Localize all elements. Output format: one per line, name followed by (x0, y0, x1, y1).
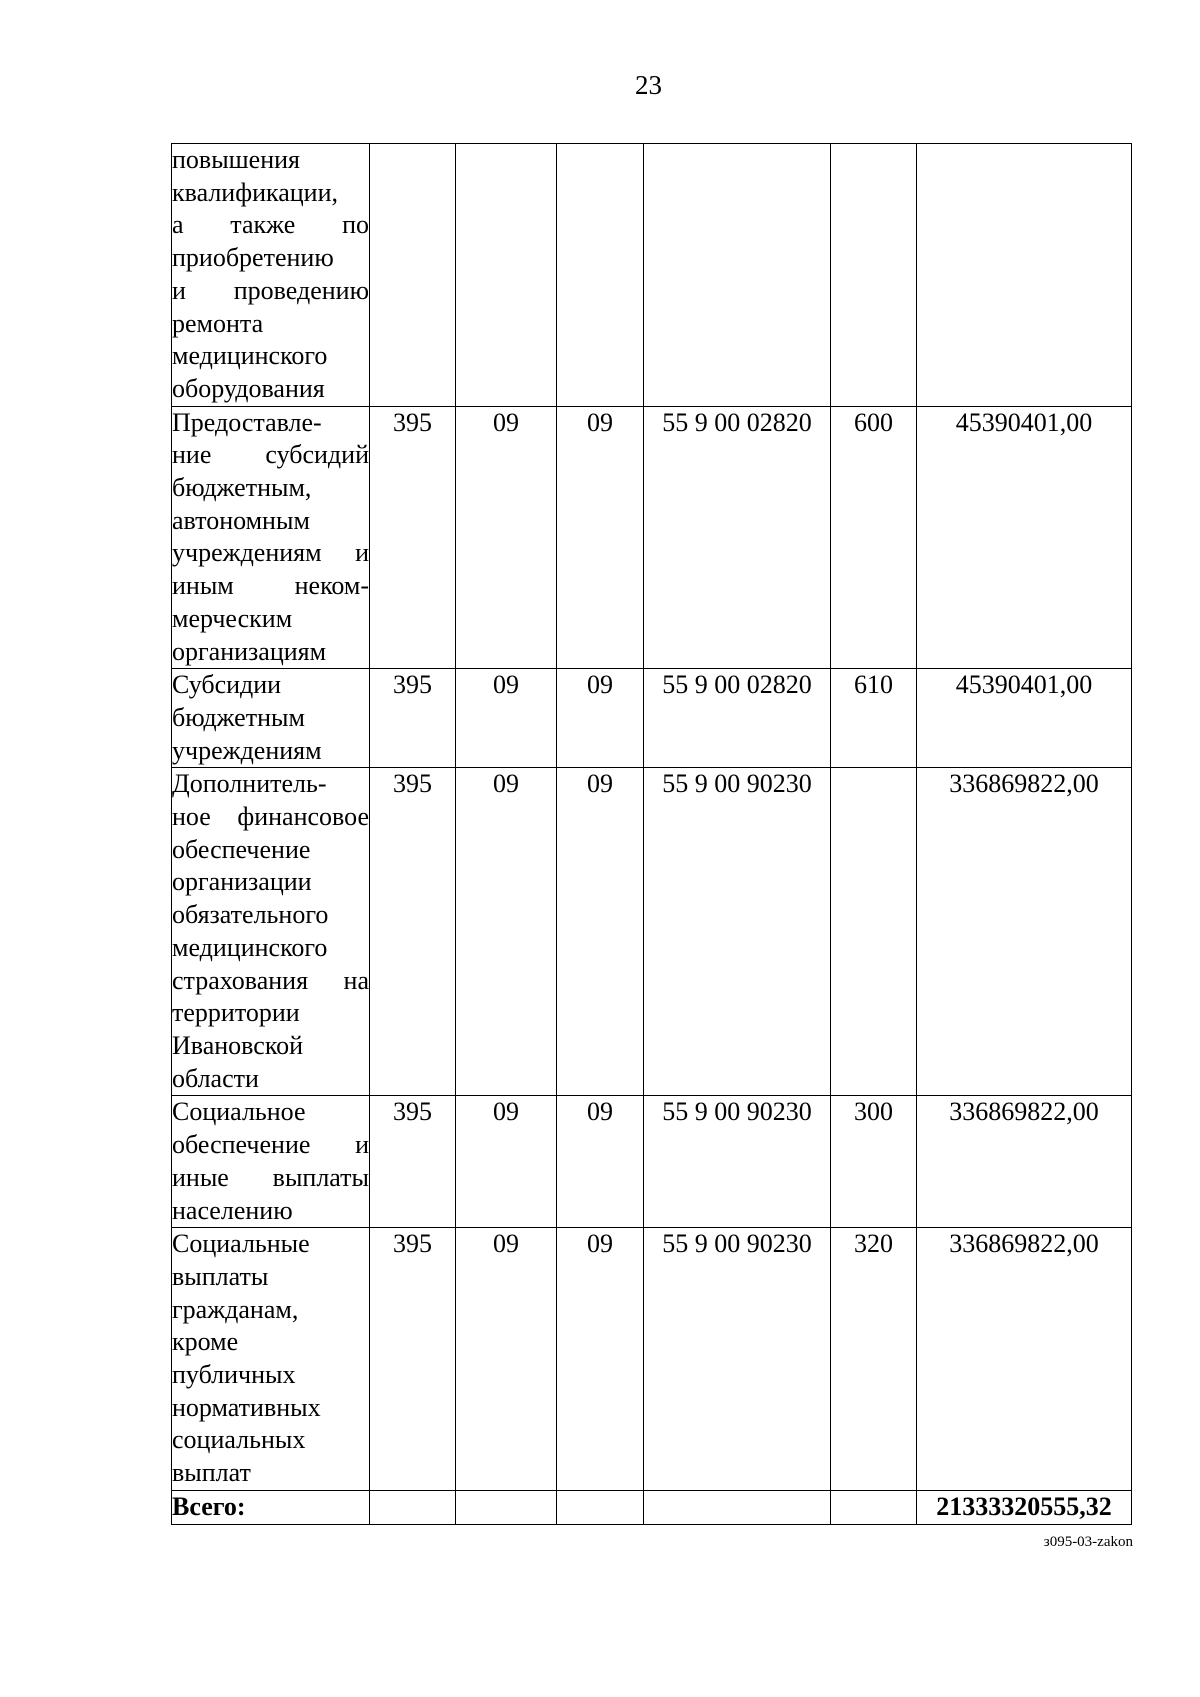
budget-table-body (172, 144, 1132, 1525)
cell-amount: 45390401,00 (917, 406, 1132, 669)
item-name-line: приобретению (172, 243, 334, 273)
item-name-line: повышения (172, 145, 301, 174)
item-name-line: ние субсидий (172, 440, 369, 470)
item-name-line: обеспечение (172, 834, 311, 864)
cell-expense-type (831, 144, 917, 407)
budget-table (171, 143, 1132, 1525)
item-name-line: ремонта (172, 308, 264, 338)
cell-admin-code: 395 (370, 768, 456, 1096)
item-name-line: публичных (172, 1360, 296, 1390)
item-name-line: оборудования (172, 373, 325, 403)
item-name-line: учреждениям (172, 735, 322, 765)
cell-item-name (172, 1228, 370, 1491)
table-row (172, 406, 1132, 669)
total-empty-cell (456, 1490, 557, 1524)
item-name-line: бюджетным, (172, 473, 312, 503)
table-row (172, 768, 1132, 1096)
item-name-line: кроме (172, 1327, 239, 1357)
cell-admin-code: 395 (370, 1228, 456, 1491)
item-name-line: обеспечение и (172, 1130, 369, 1160)
cell-section: 09 (456, 768, 557, 1096)
cell-amount: 45390401,00 (917, 669, 1132, 768)
item-name-line: автономным (172, 505, 310, 535)
page-number: 23 (635, 70, 662, 100)
item-name-line: мерческим (172, 603, 293, 633)
item-name-line: населению (172, 1195, 293, 1225)
item-name-line: Ивановской (172, 1030, 304, 1060)
item-name-line: квалификации, (172, 177, 339, 207)
total-label-text: Всего: (172, 1491, 246, 1521)
document-code: з095-03-zakon (1043, 1534, 1133, 1550)
item-name-line: организациям (172, 636, 327, 666)
item-name-line: медицинского (172, 341, 328, 371)
item-name-line: учреждениям и (172, 538, 369, 568)
total-empty-cell (557, 1490, 644, 1524)
cell-section: 09 (456, 1228, 557, 1491)
total-empty-cell (831, 1490, 917, 1524)
item-name-line: страхования на (172, 965, 369, 995)
cell-subsection: 09 (557, 1228, 644, 1491)
item-name-line: области (172, 1063, 259, 1093)
item-name-line: организации (172, 867, 312, 897)
cell-expense-type: 300 (831, 1096, 917, 1228)
cell-item-name (172, 669, 370, 768)
cell-subsection: 09 (557, 768, 644, 1096)
total-label (172, 1490, 370, 1524)
cell-target-article: 55 9 00 90230 (644, 1096, 831, 1228)
cell-expense-type: 610 (831, 669, 917, 768)
item-name-line: ное финансовое (172, 802, 369, 832)
item-name-line: иные выплаты (172, 1162, 369, 1192)
cell-target-article: 55 9 00 02820 (644, 669, 831, 768)
cell-item-name (172, 406, 370, 669)
item-name-line: бюджетным (172, 702, 305, 732)
table-row (172, 1096, 1132, 1228)
cell-subsection: 09 (557, 669, 644, 768)
item-name-line: выплаты (172, 1261, 269, 1291)
cell-expense-type: 600 (831, 406, 917, 669)
cell-target-article: 55 9 00 90230 (644, 768, 831, 1096)
item-name-line: Предоставле- (172, 407, 322, 437)
item-name-line: Социальное (172, 1097, 306, 1127)
cell-target-article (644, 144, 831, 407)
cell-admin-code (370, 144, 456, 407)
cell-section: 09 (456, 406, 557, 669)
cell-amount: 336869822,00 (917, 1228, 1132, 1491)
cell-amount: 336869822,00 (917, 1096, 1132, 1228)
item-name-line: Субсидии (172, 670, 282, 700)
item-name-line: гражданам, (172, 1294, 299, 1324)
total-row (172, 1490, 1132, 1524)
cell-target-article: 55 9 00 90230 (644, 1228, 831, 1491)
total-amount: 21333320555,32 (917, 1490, 1132, 1524)
cell-subsection: 09 (557, 406, 644, 669)
total-empty-cell (370, 1490, 456, 1524)
cell-item-name (172, 144, 370, 407)
cell-expense-type (831, 768, 917, 1096)
item-name-line: Дополнитель- (172, 769, 327, 799)
item-name-line: социальных (172, 1425, 306, 1455)
table-row (172, 144, 1132, 407)
cell-section: 09 (456, 669, 557, 768)
cell-item-name (172, 1096, 370, 1228)
item-name-line: и проведению (172, 275, 369, 305)
item-name-line: нормативных (172, 1392, 321, 1422)
cell-subsection (557, 144, 644, 407)
table-row (172, 1228, 1132, 1491)
cell-admin-code: 395 (370, 406, 456, 669)
cell-section: 09 (456, 1096, 557, 1228)
cell-item-name (172, 768, 370, 1096)
cell-subsection: 09 (557, 1096, 644, 1228)
item-name-line: обязательного (172, 900, 329, 930)
cell-admin-code: 395 (370, 1096, 456, 1228)
item-name-line: территории (172, 998, 300, 1028)
item-name-line: выплат (172, 1458, 251, 1488)
item-name-line: иным неком- (172, 571, 369, 601)
cell-admin-code: 395 (370, 669, 456, 768)
cell-section (456, 144, 557, 407)
item-name-line: медицинского (172, 932, 328, 962)
total-empty-cell (644, 1490, 831, 1524)
item-name-line: Социальные (172, 1229, 310, 1259)
cell-amount (917, 144, 1132, 407)
item-name-line: а также по (172, 210, 369, 240)
table-row (172, 669, 1132, 768)
cell-expense-type: 320 (831, 1228, 917, 1491)
cell-amount: 336869822,00 (917, 768, 1132, 1096)
cell-target-article: 55 9 00 02820 (644, 406, 831, 669)
